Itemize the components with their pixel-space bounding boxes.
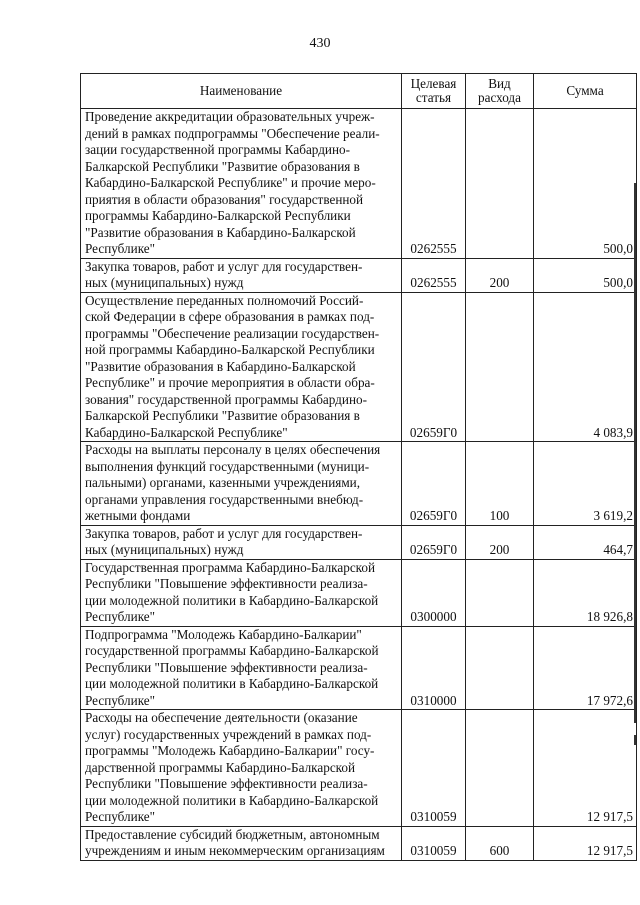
row-sum: 500,0 [534, 258, 637, 292]
table-row [81, 710, 637, 827]
table-row [81, 626, 637, 710]
row-name: Осуществление переданных полномочий Россий- ской Федерации в сфере образования в рамках под- программы "Обеспечение реализации государствен- ной программы Кабардино-Балкарской Республики "Развитие образования в Кабардино-Балкарской Республике" и прочие мероприятия в области обра- зования" государственной программы Кабардино- Балкарской Республики "Развитие образования в Кабардино-Балкарской Республике" [81, 292, 402, 442]
row-expense-type: 600 [466, 826, 534, 860]
row-name: Государственная программа Кабардино-Балкарской Республики "Повышение эффективности реализа- ции молодежной политики в Кабардино-Балкарской Республике" [81, 559, 402, 626]
row-sum: 500,0 [534, 109, 637, 259]
row-target-article: 0262555 [402, 109, 466, 259]
row-target-article: 0262555 [402, 258, 466, 292]
row-expense-type [466, 626, 534, 710]
row-sum: 464,7 [534, 525, 637, 559]
row-expense-type [466, 559, 534, 626]
row-expense-type: 100 [466, 442, 534, 526]
row-target-article: 02659Г0 [402, 442, 466, 526]
table-row [81, 826, 637, 860]
row-target-article: 0310000 [402, 626, 466, 710]
table-header-row [81, 74, 637, 109]
row-target-article: 0310059 [402, 710, 466, 827]
row-sum: 17 972,6 [534, 626, 637, 710]
row-target-article: 02659Г0 [402, 525, 466, 559]
row-name: Подпрограмма "Молодежь Кабардино-Балкарии" государственной программы Кабардино-Балкарской Республики "Повышение эффективности реализа- ции молодежной политики в Кабардино-Балкарской Республике" [81, 626, 402, 710]
header-name: Наименование [81, 74, 402, 109]
row-name: Расходы на обеспечение деятельности (оказание услуг) государственных учреждений в рамках под- программы "Молодежь Кабардино-Балкарии" госу- дарственной программы Кабардино-Балкарской Республики "Повышение эффективности реализа- ции молодежной политики в Кабардино-Балкарской Республике" [81, 710, 402, 827]
table-row [81, 258, 637, 292]
row-expense-type: 200 [466, 258, 534, 292]
row-target-article: 0310059 [402, 826, 466, 860]
budget-table [80, 73, 637, 861]
row-expense-type [466, 109, 534, 259]
row-sum: 18 926,8 [534, 559, 637, 626]
header-sum: Сумма [534, 74, 637, 109]
row-name: Расходы на выплаты персоналу в целях обеспечения выполнения функций государственными (муници- пальными) органами, казенными учреждениями, органами управления государственными внебюд- жетными фондами [81, 442, 402, 526]
table-row [81, 559, 637, 626]
page-number: 430 [309, 36, 331, 51]
row-name: Закупка товаров, работ и услуг для государствен- ных (муниципальных) нужд [81, 525, 402, 559]
row-expense-type: 200 [466, 525, 534, 559]
row-target-article: 02659Г0 [402, 292, 466, 442]
table-row [81, 442, 637, 526]
row-sum: 3 619,2 [534, 442, 637, 526]
margin-line [634, 735, 636, 745]
row-sum: 12 917,5 [534, 710, 637, 827]
row-name: Проведение аккредитации образовательных учреж- дений в рамках подпрограммы "Обеспечение реали- зации государственной программы Кабардино- Балкарской Республики "Развитие образования в Кабардино-Балкарской Республике" и прочие меро- приятия в области образования" государственной программы Кабардино-Балкарской Республики "Развитие образования в Кабардино-Балкарской Республике" [81, 109, 402, 259]
margin-line [634, 183, 636, 723]
row-name: Предоставление субсидий бюджетным, автономным учреждениям и иным некоммерческим организациям [81, 826, 402, 860]
table-row [81, 525, 637, 559]
row-name: Закупка товаров, работ и услуг для государствен- ных (муниципальных) нужд [81, 258, 402, 292]
row-sum: 12 917,5 [534, 826, 637, 860]
row-expense-type [466, 292, 534, 442]
table-row [81, 109, 637, 259]
table-row [81, 292, 637, 442]
header-target-article: Целевая статья [402, 74, 466, 109]
row-expense-type [466, 710, 534, 827]
row-sum: 4 083,9 [534, 292, 637, 442]
row-target-article: 0300000 [402, 559, 466, 626]
header-expense-type: Вид расхода [466, 74, 534, 109]
